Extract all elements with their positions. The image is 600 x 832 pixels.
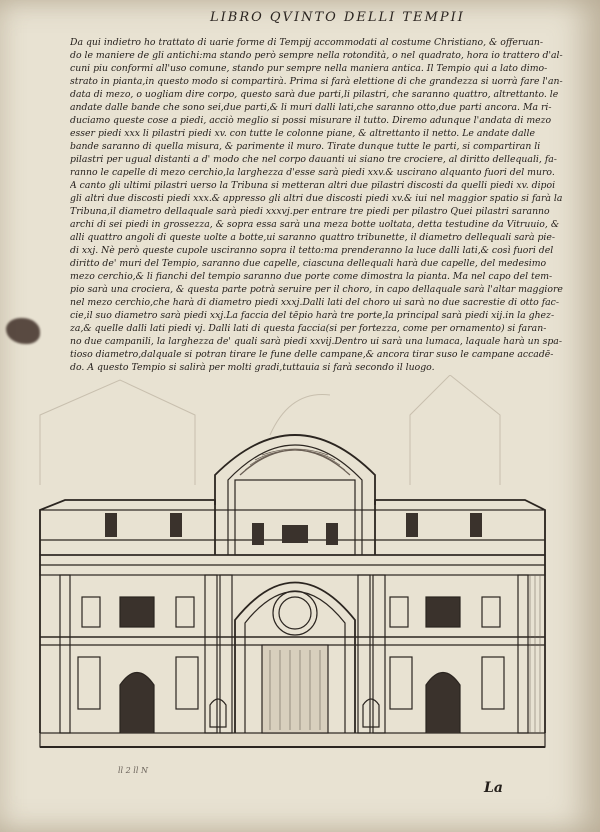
ink-blot xyxy=(6,318,40,344)
text-line: A canto gli ultimi pilastri uerso la Tribuna si metteran altri due pilastri discosti da quelli piedi xv. dipoi xyxy=(70,180,556,191)
text-line: strato in pianta,in questo modo si compartirà. Prima si farà elettione di che grandezza si uorrà fare l'an- xyxy=(70,76,563,87)
text-line: duciamo queste cose a piedi, acciò meglio si possi misurare il tutto. Diremo adunque l'andata di mezo xyxy=(70,115,552,126)
catchword: La xyxy=(484,780,503,796)
upper-windows xyxy=(82,597,500,627)
text-line: data di mezo, o uogliam dire corpo, questo sarà due parti,li pilastri, che saranno quattro, altrettanto. le xyxy=(70,89,559,100)
text-line: ranno le capelle di mezo cerchio,la larghezza d'esse sarà piedi xxv.& uscirano alquanto fuori del muro. xyxy=(70,167,555,178)
temple-section-woodcut xyxy=(30,375,560,770)
signature-mark: ll 2 ll N xyxy=(118,766,148,775)
text-line: gli altri due discosti piedi xxx.& appresso gli altri due discosti piedi xv.& iui nel maggior spatio si farà la xyxy=(70,193,563,204)
text-line: za,& quelle dalli lati piedi vj. Dalli lati di questa faccia(si per fortezza, come per ornamento) si faran- xyxy=(70,323,547,334)
text-line: esser piedi xxx li pilastri piedi xv. con tutte le colonne piane, & altrettanto il netto. Le andate dalle xyxy=(70,128,535,139)
body-text xyxy=(70,36,570,374)
text-line: alli quattro angoli di queste uolte a botte,ui saranno quattro tribunette, il diametro dellequali sarà pie- xyxy=(70,232,556,243)
text-line: cuni piu conformi all'uso comune, stando pur sempre nella maniera antica. Il Tempio qui a lato dimo- xyxy=(70,63,548,74)
text-line: mezo cerchio,& li fianchi del tempio saranno due porte come dimostra la pianta. Ma nel capo del tem- xyxy=(70,271,553,282)
running-head: LIBRO QVINTO DELLI TEMPII xyxy=(210,10,465,25)
text-line: diritto de' muri del Tempio, saranno due capelle, ciascuna dellequali harà due capelle, del medesimo xyxy=(70,258,547,269)
text-line: archi di sei piedi in grossezza, & sopra essa sarà una meza botte uoltata, detta testudine da Vitruuio, & xyxy=(70,219,560,230)
text-line: bande saranno di quella misura, & parimente il muro. Tirate dunque tutte le parti, si compartiran li xyxy=(70,141,541,152)
text-line: pio sarà una crociera, & questa parte potrà seruire per il choro, in capo dellaquale sarà l'altar maggiore xyxy=(70,284,563,295)
text-line: di xxj. Nè però queste cupole usciranno sopra il tetto:ma prenderanno la luce dalli lati,& così fuori del xyxy=(70,245,554,256)
text-line: Da qui indietro ho trattato di uarie forme di Tempij accommodati al costume Christiano, & offeruan- xyxy=(70,37,544,48)
text-line: cie,il suo diametro sarà piedi xxj.La faccia del tēpio harà tre porte,la principal sarà piedi xij.in la ghez- xyxy=(70,310,555,321)
text-line: pilastri per ugual distanti a d' modo che nel corpo dauanti ui siano tre crociere, al diritto dellequali, fa- xyxy=(70,154,557,165)
base-plinth xyxy=(40,733,545,747)
text-line: do. A questo Tempio si salirà per molti gradi,tuttauia si farà secondo il luogo. xyxy=(70,362,435,373)
text-line: do le maniere de gli antichi:ma stando però sempre nella rotondità, o nel quadrato, hora io trattero d'al- xyxy=(70,50,563,61)
text-line: no due campanili, la larghezza de' quali sarà piedi xxvij.Dentro ui sarà una lumaca, laquale harà un spa- xyxy=(70,336,562,347)
text-line: andate dalle bande che sono sei,due parti,& li muri dalli lati,che saranno otto,due parti ancora. Ma ri- xyxy=(70,102,552,113)
show-through-elevation xyxy=(40,375,500,485)
text-line: Tribuna,il diametro dellaquale sarà piedi xxxvj.per entrare tre piedi per pilastro Quei pilastri saranno xyxy=(70,206,550,217)
text-line: tioso diametro,dalquale si potran tirare le fune delle campane,& ancora tirar suso le campane accadē- xyxy=(70,349,554,360)
text-line: nel mezo cerchio,che harà di diametro piedi xxxj.Dalli lati del choro ui sarà no due sacrestie di otto fac- xyxy=(70,297,560,308)
